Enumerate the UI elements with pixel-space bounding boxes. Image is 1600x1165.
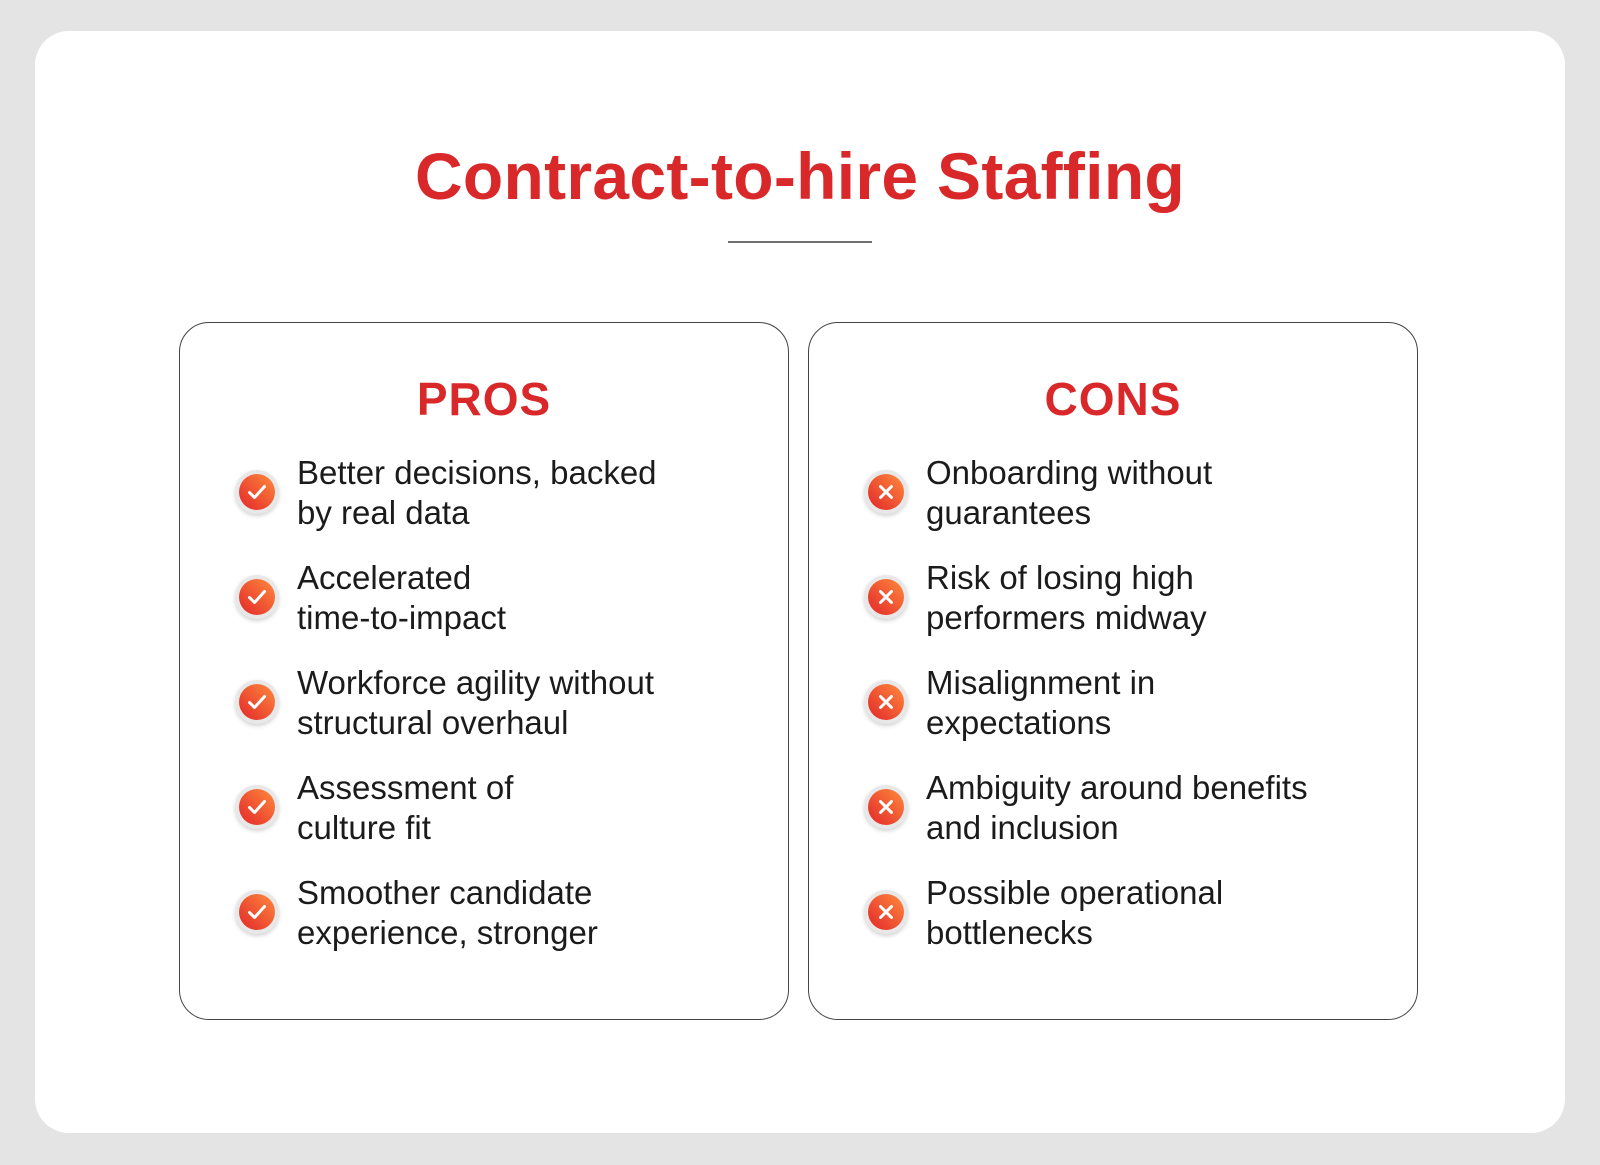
x-mark-icon (864, 575, 908, 619)
cons-item-text: Risk of losing high performers midway (926, 559, 1207, 636)
pros-item (235, 873, 775, 953)
pros-item (235, 768, 775, 848)
cons-item (864, 453, 1404, 533)
check-icon (235, 575, 279, 619)
cons-item (864, 873, 1404, 953)
cons-item (864, 558, 1404, 638)
cons-item-text: Ambiguity around benefits and inclusion (926, 769, 1308, 846)
pros-item-text: Assessment of culture fit (297, 769, 514, 846)
pros-item-text: Workforce agility without structural overhaul (297, 664, 655, 741)
cons-panel (808, 322, 1418, 1020)
page-title: Contract-to-hire Staffing (414, 139, 1186, 213)
pros-item (235, 558, 775, 638)
check-icon (235, 890, 279, 934)
check-icon (235, 680, 279, 724)
cons-item (864, 663, 1404, 743)
cons-item-text: Onboarding without guarantees (926, 454, 1213, 531)
pros-item-text: Smoother candidate experience, stronger (297, 874, 598, 951)
pros-item (235, 453, 775, 533)
pros-heading: PROS (416, 373, 552, 425)
check-icon (235, 470, 279, 514)
pros-panel (179, 322, 789, 1020)
cons-heading: CONS (1044, 373, 1182, 425)
cons-item-text: Possible operational bottlenecks (926, 874, 1224, 951)
x-mark-icon (864, 890, 908, 934)
cons-item-text: Misalignment in expectations (926, 664, 1156, 741)
pros-item-text: Better decisions, backed by real data (297, 454, 657, 531)
x-mark-icon (864, 470, 908, 514)
cons-item (864, 768, 1404, 848)
check-icon (235, 785, 279, 829)
title-divider (728, 241, 872, 243)
x-mark-icon (864, 785, 908, 829)
pros-item-text: Accelerated time-to-impact (297, 559, 507, 636)
pros-item (235, 663, 775, 743)
x-mark-icon (864, 680, 908, 724)
